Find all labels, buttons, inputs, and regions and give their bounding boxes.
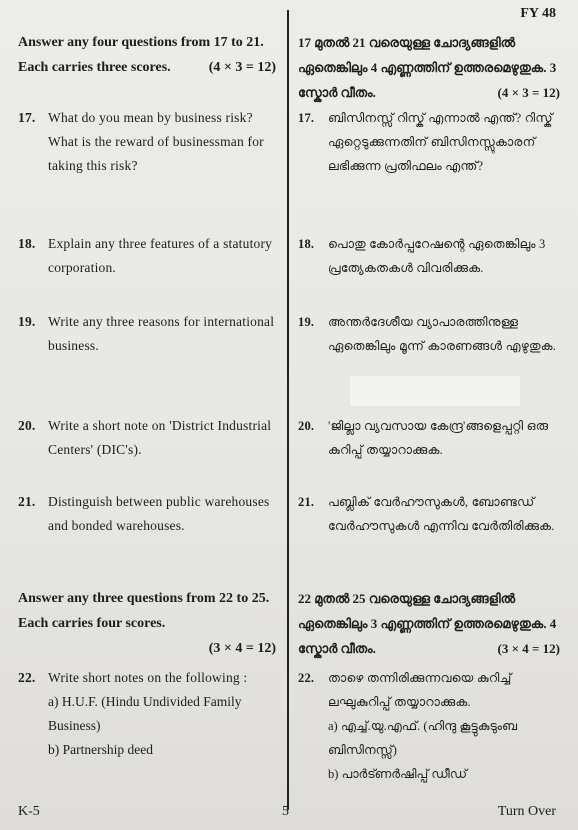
option-b: b) Partnership deed (48, 742, 153, 757)
question-19 (18, 310, 276, 414)
turn-over-label: Turn Over (497, 804, 556, 819)
question-22-options-ml (328, 714, 560, 786)
question-22-options (48, 690, 276, 762)
section2-marks: (3 × 4 = 12) (208, 641, 276, 656)
section1-header-ml (298, 30, 560, 106)
option-a: a) H.U.F. (Hindu Undivided Family Business) (48, 694, 242, 733)
section2-marks-ml: (3 × 4 = 12) (497, 641, 560, 656)
question-number: 21. (18, 494, 36, 509)
question-text: അന്തർദേശീയ വ്യാപാരത്തിനുള്ള ഏതെങ്കിലും മൂന്ന് കാരണങ്ങൾ എഴുതുക. (328, 315, 557, 353)
question-text: Write a short note on 'District Industrial Centers' (DIC's). (48, 418, 272, 457)
question-21 (18, 490, 276, 586)
question-text: താഴെ തന്നിരിക്കുന്നവയെ കുറിച്ച് ലഘുകുറിപ്പ് തയ്യാറാക്കുക. (328, 671, 512, 709)
footer-code: K-5 (18, 804, 40, 819)
section1-marks: (4 × 3 = 12) (208, 60, 276, 75)
question-number: 22. (18, 670, 36, 685)
paper-code: FY 48 (520, 6, 556, 21)
question-text: Write any three reasons for international business. (48, 314, 275, 353)
column-divider (287, 10, 289, 810)
section1-instruction-ml: 17 മുതൽ 21 വരെയുള്ള ചോദ്യങ്ങളിൽ ഏതെങ്കിലും 4 എണ്ണത്തിന് ഉത്തരമെഴുതുക. 3 സ്കോർ വീതം. (298, 35, 557, 100)
option-b: b) പാർട്ണർഷിപ്പ് ഡീഡ് (328, 767, 467, 781)
question-number: 21. (298, 495, 315, 509)
question-text: പൊതു കോർപ്പറേഷന്റെ ഏതെങ്കിലും 3 പ്രത്യേകതകൾ വിവരിക്കുക. (328, 237, 546, 275)
question-number: 17. (298, 111, 315, 125)
question-17-ml (298, 106, 560, 232)
question-18 (18, 232, 276, 310)
english-column (18, 30, 276, 762)
question-text: Write short notes on the following : (48, 670, 248, 685)
section2-header (18, 586, 276, 666)
question-text: What do you mean by business risk? What is the reward of businessman for taking this risk? (48, 110, 264, 173)
question-number: 22. (298, 671, 315, 685)
option-a: a) എച്ച്.യു.എഫ്. (ഹിന്ദു കൂട്ടുകുടുംബ ബിസിനസ്സ്) (328, 719, 518, 757)
question-text: 'ജില്ലാ വ്യവസായ കേന്ദ്ര'ങ്ങളെപ്പറ്റി ഒരു കുറിപ്പ് തയ്യാറാക്കുക. (328, 419, 549, 457)
question-number: 18. (18, 236, 36, 251)
question-number: 19. (298, 315, 315, 329)
question-19-ml (298, 310, 560, 414)
question-text: Explain any three features of a statutory corporation. (48, 236, 273, 275)
question-22-ml (298, 666, 560, 714)
section1-header (18, 30, 276, 106)
question-21-ml (298, 490, 560, 586)
question-20-ml (298, 414, 560, 490)
question-20 (18, 414, 276, 490)
section2-instruction-ml: 22 മുതൽ 25 വരെയുള്ള ചോദ്യങ്ങളിൽ ഏതെങ്കിലും 3 എണ്ണത്തിന് ഉത്തരമെഴുതുക. 4 സ്കോർ വീതം. (298, 591, 557, 656)
question-number: 17. (18, 110, 36, 125)
section1-instruction: Answer any four questions from 17 to 21. Each carries three scores. (18, 35, 264, 75)
question-17 (18, 106, 276, 232)
question-22 (18, 666, 276, 690)
section2-instruction: Answer any three questions from 22 to 25. Each carries four scores. (18, 591, 270, 631)
question-number: 20. (298, 419, 315, 433)
question-number: 19. (18, 314, 36, 329)
question-text: ബിസിനസ്സ് റിസ്ക് എന്നാൽ എന്ത്? റിസ്ക് ഏറ്റെടുക്കുന്നതിന് ബിസിനസ്സുകാരന് ലഭിക്കുന്ന പ്രതിഫലം എന്ത്? (328, 111, 553, 173)
question-text: Distinguish between public warehouses and bonded warehouses. (48, 494, 270, 533)
section2-header-ml (298, 586, 560, 666)
question-18-ml (298, 232, 560, 310)
question-number: 20. (18, 418, 36, 433)
question-text: പബ്ലിക് വേർഹൗസുകൾ, ബോണ്ടഡ് വേർഹൗസുകൾ എന്നിവ വേർതിരിക്കുക. (328, 495, 555, 533)
page-number: 5 (282, 804, 289, 819)
question-number: 18. (298, 237, 315, 251)
section1-marks-ml: (4 × 3 = 12) (497, 85, 560, 100)
malayalam-column (298, 30, 560, 786)
